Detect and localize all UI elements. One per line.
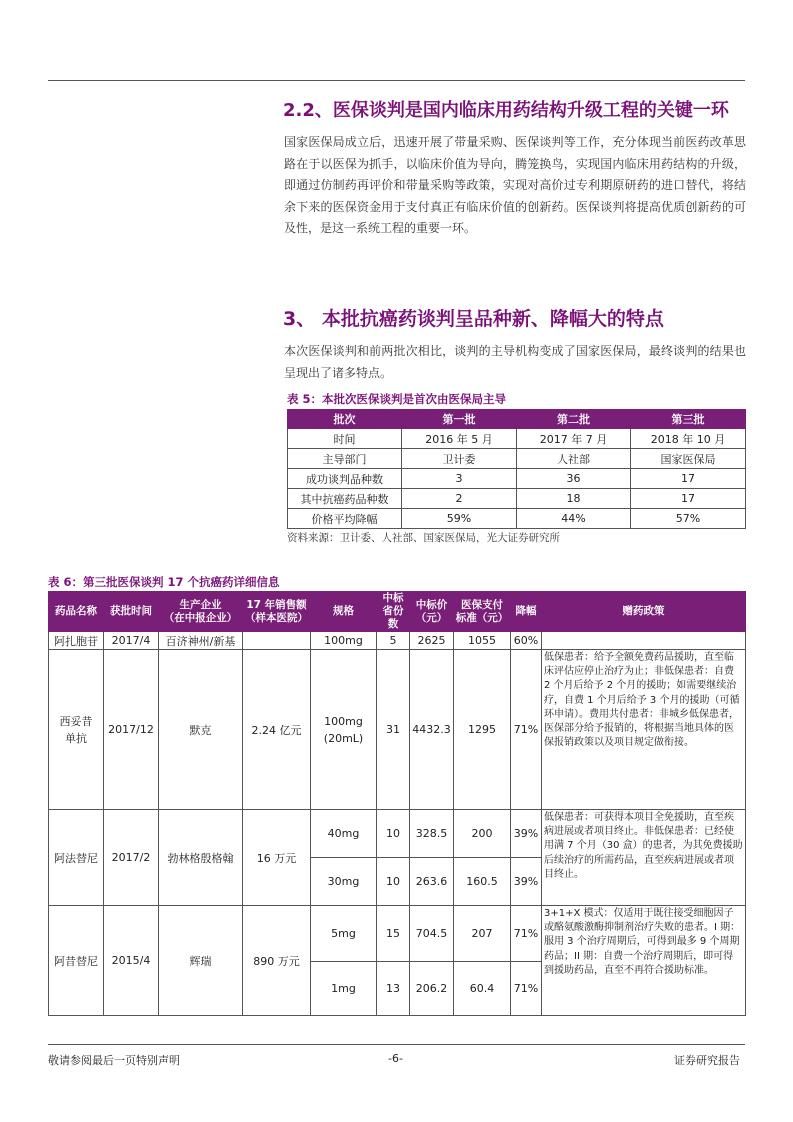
table-row [288,489,746,509]
table-header-cell: 第三批 [631,410,746,429]
table-cell: 价格平均降幅 [288,509,402,529]
payment-standard: 1055 [454,632,511,650]
section-3-paragraph: 本次医保谈判和前两批次相比，谈判的主导机构变成了国家医保局，最终谈判的结果也呈现出了诸多特点。 [284,344,746,380]
bid-provinces: 31 [377,650,410,810]
table-5 [287,409,746,529]
header-bid-price: 中标价 （元） [410,592,454,632]
price-cut: 71% [511,962,542,1016]
table-cell: 3 [402,469,517,489]
spec: 30mg [311,858,377,906]
bid-price: 328.5 [410,810,454,858]
bid-provinces: 10 [377,810,410,858]
header-donation-policy: 赠药政策 [542,592,746,632]
table-row [49,650,746,810]
bid-price: 263.6 [410,858,454,906]
donation-policy: 3+1+X 模式：仅适用于既往接受细胞因子或酪氨酸激酶抑制剂治疗失败的患者。I 期：服用 3 个治疗周期后，可得到最多 9 个周期药品；II 期：自费一个治疗周期后，即可得到援助药品，直至不再符合援助标准。 [542,906,746,1016]
table-row [288,449,746,469]
company: 勃林格殷格翰 [159,810,243,906]
table-row [288,509,746,529]
table-cell: 主导部门 [288,449,402,469]
header-price-cut: 降幅 [511,592,542,632]
approval-time: 2017/4 [104,632,159,650]
spec: 1mg [311,962,377,1016]
table-header-cell: 第二批 [517,410,631,429]
footer-disclaimer: 敬请参阅最后一页特别声明 [48,1054,180,1067]
drug-name: 阿法替尼 [49,810,104,906]
approval-time: 2017/2 [104,810,159,906]
header-bid-provinces: 中标 省份数 [377,592,410,632]
table-row [49,810,746,858]
table-cell: 国家医保局 [631,449,746,469]
section-heading-3: 3、 本批抗癌药谈判呈品种新、降幅大的特点 [283,308,664,330]
header-spec: 规格 [311,592,377,632]
section-2-2-paragraph: 国家医保局成立后，迅速开展了带量采购、医保谈判等工作，充分体现当前医药改革思路在于以医保为抓手，以临床价值为导向，腾笼换鸟，实现国内临床用药结构的升级，即通过仿制药再评价和带量采购等政策，实现对高价过专利期原研药的进口替代，将结余下来的医保资金用于支付真正有临床价值的创新药。医保谈判将提高优质创新药的可及性，是这一系统工程的重要一环。 [284,135,746,236]
bid-price: 2625 [410,632,454,650]
table-cell: 17 [631,469,746,489]
table-row [288,469,746,489]
approval-time: 2017/12 [104,650,159,810]
spec: 40mg [311,810,377,858]
sales [243,632,311,650]
payment-standard: 160.5 [454,858,511,906]
drug-name: 阿扎胞苷 [49,632,104,650]
price-cut: 39% [511,858,542,906]
table-cell: 成功谈判品种数 [288,469,402,489]
table-cell: 44% [517,509,631,529]
table-cell: 2018 年 10 月 [631,429,746,449]
company: 辉瑞 [159,906,243,1016]
table-header-cell: 批次 [288,410,402,429]
table-cell: 时间 [288,429,402,449]
table-6 [48,591,746,1016]
header-sales: 17 年销售额 （样本医院） [243,592,311,632]
donation-policy [542,632,746,650]
price-cut: 71% [511,650,542,810]
bid-provinces: 10 [377,858,410,906]
table-cell: 其中抗癌药品种数 [288,489,402,509]
price-cut: 60% [511,632,542,650]
table-5-source: 资料来源：卫计委、人社部、国家医保局，光大证券研究所 [287,532,560,544]
sales: 16 万元 [243,810,311,906]
header-approval-time: 获批时间 [104,592,159,632]
bid-provinces: 13 [377,962,410,1016]
table-6-header-row [49,592,746,632]
table-6-caption: 表 6：第三批医保谈判 17 个抗癌药详细信息 [48,575,280,589]
bid-provinces: 15 [377,906,410,962]
table-header-cell: 第一批 [402,410,517,429]
approval-time: 2015/4 [104,906,159,1016]
footer-rule [48,1044,745,1045]
table-cell: 2 [402,489,517,509]
table-cell: 57% [631,509,746,529]
bid-provinces: 5 [377,632,410,650]
donation-policy: 低保患者：可获得本项目全免援助，直至疾病进展或者项目终止。非低保患者：已经使用满 7 个月（30 盒）的患者，为其免费援助后续治疗的所需药品，直至疾病进展或者项目终止。 [542,810,746,906]
sales: 2.24 亿元 [243,650,311,810]
spec: 5mg [311,906,377,962]
company: 百济神州/新基 [159,632,243,650]
header-payment-standard: 医保支付 标准（元） [454,592,511,632]
price-cut: 71% [511,906,542,962]
header-drug-name: 药品名称 [49,592,104,632]
drug-name: 阿昔替尼 [49,906,104,1016]
payment-standard: 60.4 [454,962,511,1016]
header-rule [48,80,745,81]
bid-price: 206.2 [410,962,454,1016]
table-cell: 2017 年 7 月 [517,429,631,449]
bid-price: 4432.3 [410,650,454,810]
table-cell: 17 [631,489,746,509]
footer-report-type: 证券研究报告 [674,1054,740,1067]
table-row [49,632,746,650]
donation-policy: 低保患者：给予全额免费药品援助，直至临床评估应停止治疗为止；非低保患者：自费 2 个月后给予 2 个月的援助；如需要继续治疗，自费 1 个月后给予 3 个月的援助（可循环申请）。费用共付患者：非城乡低保患者，医保部分给予报销的，将根据当地具体的医保报销政策以及项目规定做衔接。 [542,650,746,810]
payment-standard: 200 [454,810,511,858]
price-cut: 39% [511,810,542,858]
table-5-caption: 表 5：本批次医保谈判是首次由医保局主导 [287,392,507,406]
table-cell: 卫计委 [402,449,517,469]
table-row [288,429,746,449]
page-number: -6- [388,1052,403,1065]
section-heading-2-2: 2.2、医保谈判是国内临床用药结构升级工程的关键一环 [283,100,729,121]
spec: 100mg [311,632,377,650]
table-cell: 2016 年 5 月 [402,429,517,449]
drug-name: 西妥昔 单抗 [49,650,104,810]
table-cell: 36 [517,469,631,489]
table-5-header-row [288,410,746,429]
table-cell: 59% [402,509,517,529]
bid-price: 704.5 [410,906,454,962]
table-cell: 18 [517,489,631,509]
company: 默克 [159,650,243,810]
table-row [49,906,746,962]
spec: 100mg (20mL) [311,650,377,810]
payment-standard: 207 [454,906,511,962]
header-company: 生产企业 （在中报企业） [159,592,243,632]
table-cell: 人社部 [517,449,631,469]
payment-standard: 1295 [454,650,511,810]
sales: 890 万元 [243,906,311,1016]
